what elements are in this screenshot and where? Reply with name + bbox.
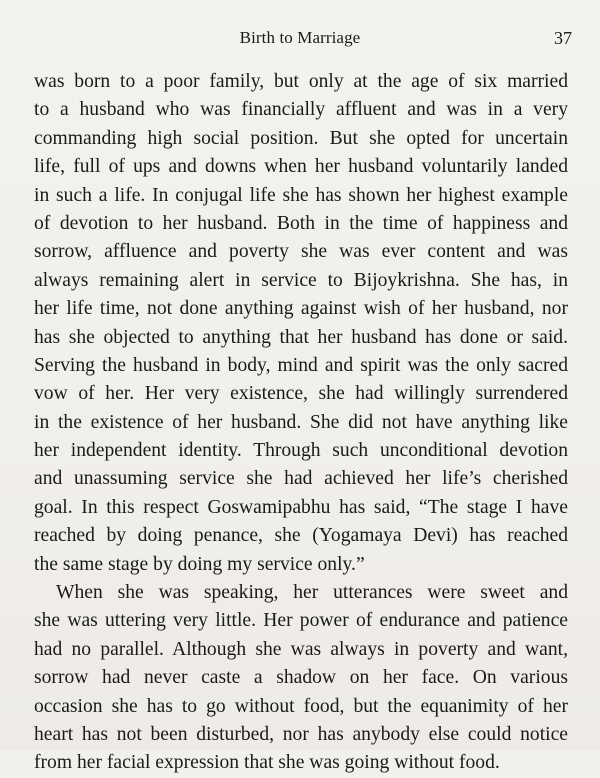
running-head	[0, 28, 600, 52]
text-line: life, full of ups and downs when her husband voluntarily landed	[34, 156, 568, 178]
text-line: reached by doing penance, she (Yogamaya Devi) has reached	[34, 525, 568, 547]
text-line: When she was speaking, her utterances were sweet and	[56, 582, 568, 604]
text-line: always remaining alert in service to Bijoykrishna. She has, in	[34, 269, 568, 291]
text-line: and unassuming service she had achieved her life’s cherished	[34, 468, 568, 490]
page-number: 37	[554, 28, 572, 48]
paragraph-2	[34, 579, 568, 778]
body-text	[34, 68, 568, 778]
running-title: Birth to Marriage	[239, 28, 361, 47]
text-line: she was uttering very little. Her power of endurance and patience	[34, 610, 568, 632]
text-line: the same stage by doing my service only.”	[34, 553, 365, 575]
text-line: in such a life. In conjugal life she has shown her highest example	[34, 184, 568, 206]
text-line: in the existence of her husband. She did not have anything like	[34, 411, 568, 433]
text-line: from her facial expression that she was going without food.	[34, 752, 500, 774]
text-line: Serving the husband in body, mind and spirit was the only sacred	[34, 354, 568, 376]
text-line: her independent identity. Through such unconditional devotion	[34, 440, 568, 462]
text-line: sorrow had never caste a shadow on her face. On various	[34, 667, 568, 689]
text-line: had no parallel. Although she was always in poverty and want,	[34, 638, 568, 660]
text-line: vow of her. Her very existence, she had willingly surrendered	[34, 383, 568, 405]
text-line: was born to a poor family, but only at the age of six married	[34, 71, 568, 92]
text-line: her life time, not done anything against wish of her husband, nor	[34, 298, 568, 320]
text-line: of devotion to her husband. Both in the time of happiness and	[34, 212, 568, 234]
text-line: commanding high social position. But she opted for uncertain	[34, 127, 568, 149]
text-line: sorrow, affluence and poverty she was ever content and was	[34, 241, 568, 263]
text-line: has she objected to anything that her husband has done or said.	[34, 326, 568, 348]
text-line: occasion she has to go without food, but the equanimity of her	[34, 695, 568, 717]
text-line: heart has not been disturbed, nor has anybody else could notice	[34, 723, 568, 745]
paragraph-1	[34, 68, 568, 579]
text-line: goal. In this respect Goswamipabhu has said, “The stage I have	[34, 496, 568, 518]
text-line: to a husband who was financially affluent and was in a very	[34, 99, 568, 121]
